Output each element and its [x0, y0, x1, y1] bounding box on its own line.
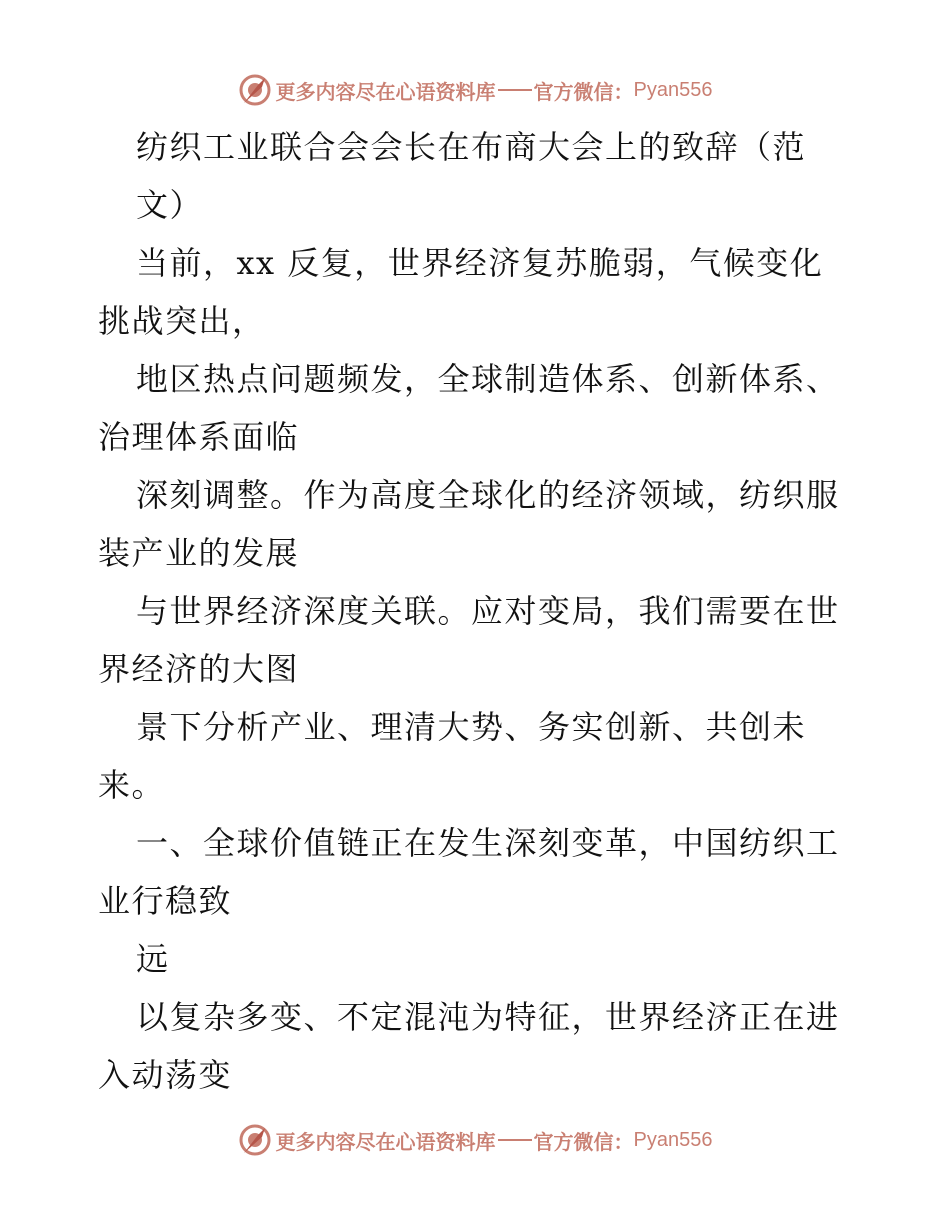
banner-text: 更多内容尽在心语资料库: [275, 79, 496, 104]
document-body: [98, 118, 854, 1104]
paragraph-line: 入动荡变: [98, 1056, 233, 1094]
paragraph-line: 以复杂多变、不定混沌为特征，世界经济正在进: [136, 998, 840, 1036]
paragraph-line: 挑战突出，: [98, 302, 266, 340]
banner-text: 更多内容尽在心语资料库: [275, 1129, 496, 1154]
banner-wechat-label: 官方微信：: [533, 79, 634, 104]
paragraph-line: 当前，xx 反复，世界经济复苏脆弱，气候变化: [136, 244, 824, 282]
paragraph-line: 装产业的发展: [98, 534, 300, 572]
paragraph-line: 地区热点问题频发，全球制造体系、创新体系、: [136, 360, 840, 398]
paragraph-line: 治理体系面临: [98, 418, 300, 456]
paragraph-line: 来。: [98, 766, 166, 804]
banner-separator: [498, 1139, 532, 1141]
quill-pen-logo-icon: [238, 73, 272, 107]
quill-pen-logo-icon: [238, 1123, 272, 1157]
document-title-line-2: 文）: [136, 186, 204, 224]
paragraph-line: 界经济的大图: [98, 650, 300, 688]
document-title-line-1: 纺织工业联合会会长在布商大会上的致辞（范: [136, 128, 807, 166]
paragraph-line: 与世界经济深度关联。应对变局，我们需要在世: [136, 592, 840, 630]
banner-wechat-id: Pyan556: [633, 78, 713, 101]
banner-wechat-id: Pyan556: [633, 1128, 713, 1151]
banner-wechat-label: 官方微信：: [533, 1129, 634, 1154]
footer-banner: [0, 1120, 950, 1160]
section-heading-line-2: 业行稳致: [98, 882, 233, 920]
paragraph-line: 景下分析产业、理清大势、务实创新、共创未: [136, 708, 807, 746]
section-heading-line-3: 远: [136, 940, 170, 978]
section-heading-line-1: 一、全球价值链正在发生深刻变革，中国纺织工: [136, 824, 840, 862]
paragraph-line: 深刻调整。作为高度全球化的经济领域，纺织服: [136, 476, 840, 514]
banner-separator: [498, 89, 532, 91]
header-banner: [0, 70, 950, 110]
